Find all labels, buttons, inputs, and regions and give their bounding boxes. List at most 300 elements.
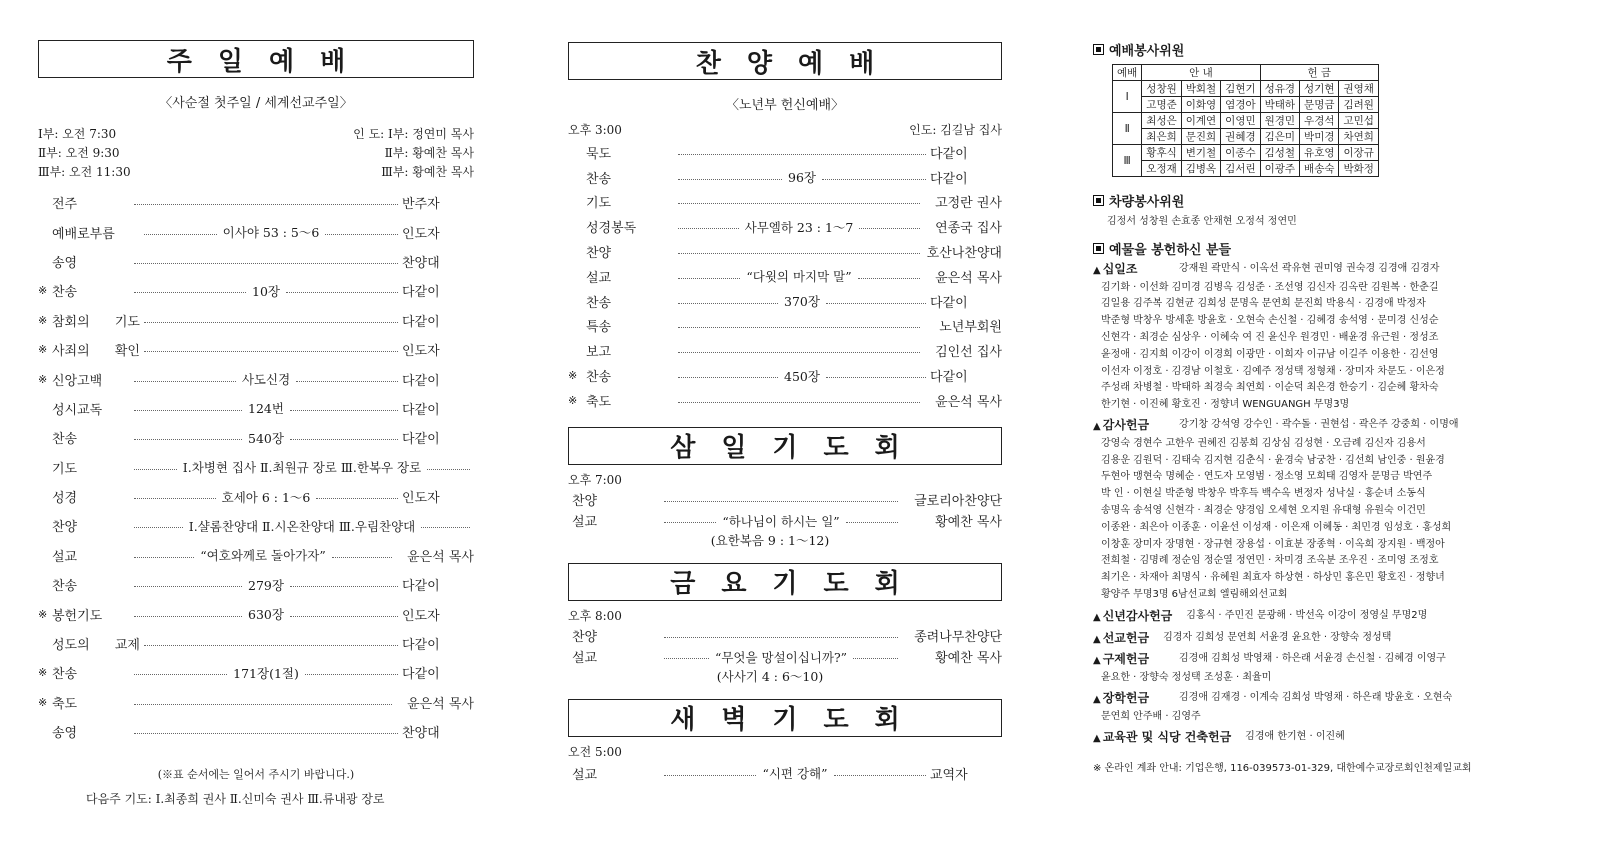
dot-leader — [134, 200, 398, 205]
triangle-bullet-icon: ▲ — [1093, 611, 1101, 623]
praise-detail: 사무엘하 23 : 1～7 — [744, 219, 854, 235]
praise-time-row — [568, 121, 1002, 140]
friday-sermon-title: “무엇을 망설이십니까?” — [714, 649, 848, 665]
sunday-item: 축도 — [52, 696, 78, 712]
thanks-line — [1093, 570, 1543, 587]
dot-leader — [678, 367, 926, 385]
praise-row — [568, 388, 1002, 413]
servant-name: 이화영 — [1181, 97, 1220, 113]
praise-row — [568, 214, 1002, 239]
dot-leader — [134, 370, 398, 388]
dawn-item: 설교 — [572, 767, 598, 783]
servant-name: 고민섭 — [1339, 113, 1378, 129]
sunday-order-list — [38, 188, 474, 746]
sunday-row — [38, 247, 474, 276]
praise-item: 기도 — [586, 196, 612, 212]
tithe-label-text: 십일조 — [1102, 261, 1138, 276]
sunday-detail: 124번 — [248, 401, 284, 417]
newyear-label: 신년감사헌금 — [1102, 608, 1173, 623]
dawn-sermon: “시편 강해” — [762, 766, 828, 782]
sunday-leader: 반주자 — [402, 197, 440, 213]
wednesday-sermon-title: “하나님이 하시는 일” — [722, 513, 840, 529]
thanks-names: 전희철 · 김명례 정순임 정순열 정연민 · 차미경 조옥분 조우진 · 조미영 조정호 — [1101, 555, 1439, 567]
servants-col-guide: 안 내 — [1142, 65, 1260, 81]
stand-mark: ※ — [38, 372, 48, 386]
stand-mark: ※ — [38, 607, 48, 621]
servants-heading — [1093, 40, 1543, 59]
servant-name: 권혜경 — [1221, 129, 1260, 145]
praise-leader: 윤은석 목사 — [935, 394, 1002, 410]
sunday-row — [38, 306, 474, 335]
tithe-names: 강재원 곽만식 · 이옥선 곽유현 권미영 권숙경 김경애 김경자 — [1179, 262, 1440, 274]
sunday-row — [38, 482, 474, 511]
sunday-leader: 인도자 — [402, 491, 440, 507]
thanks-names: 김용운 김원덕 · 김태숙 김지현 김춘식 · 윤경숙 남궁찬 · 김선희 남인중 · 원윤경 — [1101, 454, 1445, 466]
stand-mark: ※ — [568, 369, 578, 383]
servant-name: 최은희 — [1142, 129, 1181, 145]
sunday-row — [38, 335, 474, 364]
stand-mark: ※ — [38, 343, 48, 357]
dot-leader — [134, 700, 392, 705]
sunday-row — [38, 511, 474, 540]
dot-leader — [134, 488, 398, 506]
tithe-names: 윤정애 · 김지희 이강이 이경희 이광만 · 이희자 이규남 이길주 이용한 · 김선영 — [1101, 348, 1439, 360]
square-bullet-icon — [1093, 44, 1104, 55]
praise-detail: “다윗의 마지막 말” — [746, 269, 852, 285]
square-bullet-icon — [1093, 195, 1104, 206]
servants-col-offering: 헌 금 — [1260, 65, 1378, 81]
friday-item-2: 설교 — [572, 651, 598, 667]
sunday-row — [38, 717, 474, 746]
praise-service-title: 찬양예배 — [568, 42, 1002, 80]
dot-leader — [134, 729, 398, 734]
sunday-detail: 사도신경 — [241, 372, 291, 388]
sunday-item: 찬송 — [52, 579, 78, 595]
vehicle-names: 김정서 성창원 손효종 안채현 오정석 정연민 — [1107, 216, 1297, 227]
thanks-line — [1093, 469, 1543, 486]
sunday-item: 신앙고백 — [52, 373, 103, 389]
dot-leader — [144, 223, 398, 241]
servant-name: 이장규 — [1339, 145, 1378, 161]
wednesday-scripture: (요한복음 9 : 1～12) — [710, 532, 830, 548]
praise-order-list — [568, 140, 1002, 413]
dot-leader — [134, 429, 398, 447]
praise-row — [568, 314, 1002, 339]
evening-services-section — [568, 42, 1002, 786]
time-2: Ⅱ부: 오전 9:30 — [38, 146, 120, 160]
thanks-names: 이창훈 장미자 장명현 · 장규현 장용섭 · 이효분 장종혁 · 이옥희 장지원 · 백정아 — [1101, 538, 1445, 550]
sunday-item: 찬양 — [52, 520, 78, 536]
servants-row — [1113, 81, 1379, 97]
wednesday-order — [568, 489, 1002, 549]
triangle-bullet-icon: ▲ — [1093, 732, 1101, 744]
relief-block — [1093, 651, 1543, 687]
servant-name: 배송숙 — [1300, 161, 1339, 177]
thanks-line — [1093, 587, 1543, 604]
thanks-line — [1093, 520, 1543, 537]
praise-detail: 96장 — [788, 170, 816, 186]
dot-leader — [678, 398, 920, 403]
servant-name: 김병옥 — [1181, 161, 1220, 177]
praise-item: 특송 — [586, 320, 612, 336]
dot-leader — [678, 249, 920, 254]
servants-part: Ⅰ — [1113, 81, 1142, 113]
sunday-item: 성시교독 — [52, 402, 103, 418]
thanks-line — [1093, 486, 1543, 503]
praise-row — [568, 190, 1002, 215]
tithe-label — [1093, 261, 1179, 280]
praise-leader: 인도: 김길남 집사 — [909, 123, 1002, 137]
praise-leader: 김인선 집사 — [935, 345, 1002, 361]
thanks-names: 이종완 · 최은아 이종훈 · 이윤선 이성재 · 이은재 이혜동 · 최민경 임성호 · 홍성희 — [1101, 521, 1452, 533]
servant-name: 김서린 — [1221, 161, 1260, 177]
dawn-time: 오전 5:00 — [568, 744, 622, 759]
servants-heading-text: 예배봉사위원 — [1109, 44, 1185, 59]
dawn-title: 새벽기도회 — [568, 699, 1002, 737]
tithe-names: 주성래 차병철 · 박태하 최경숙 최연희 · 이순덕 최은경 한승기 · 김순혜 황차숙 — [1101, 382, 1439, 394]
dot-leader — [134, 399, 398, 417]
wednesday-title: 삼일기도회 — [568, 427, 1002, 465]
praise-leader: 다같이 — [930, 370, 968, 386]
sunday-row — [38, 688, 474, 717]
thanks-names: 황양주 무명3명 6남선교회 엘림해외선교회 — [1101, 588, 1288, 600]
sunday-leader: 인도자 — [402, 226, 440, 242]
servant-name: 황후식 — [1142, 145, 1181, 161]
sunday-leader: 다같이 — [402, 638, 440, 654]
praise-row — [568, 140, 1002, 165]
thanks-line — [1093, 553, 1543, 570]
sunday-item: 찬송 — [52, 432, 78, 448]
praise-time: 오후 3:00 — [568, 123, 622, 137]
newyear-names: 김홍식 · 주민진 문광해 · 박선옥 이강이 정영실 무명2명 — [1186, 609, 1428, 621]
stand-mark: ※ — [38, 284, 48, 298]
dot-leader — [134, 546, 392, 564]
tithe-line — [1093, 330, 1543, 347]
triangle-bullet-icon: ▲ — [1093, 693, 1101, 705]
sunday-leader: 다같이 — [402, 285, 440, 301]
praise-subtitle: 〈노년부 헌신예배〉 — [725, 98, 845, 113]
thanks-names: 최기은 · 차재아 최명식 · 유혜원 최효자 하상현 · 하상민 홍은민 황호진 · 정향녀 — [1101, 572, 1445, 584]
dawn-who: 교역자 — [930, 767, 968, 783]
friday-scripture: (사사기 4 : 6～10) — [716, 668, 824, 684]
servant-name: 이광주 — [1260, 161, 1299, 177]
dawn-order — [568, 761, 1002, 786]
sunday-item: 사죄의 확인 — [52, 344, 140, 360]
thanks-names: 송명옥 송석영 신현각 · 최경순 양경임 오세현 오지원 유대형 유원숙 이건민 — [1101, 504, 1426, 516]
tithe-names: 한기현 · 이진혜 황호진 · 정향녀 WENGUANGH 무명3명 — [1101, 399, 1350, 411]
tithe-names: 김기화 · 이선화 김미경 김병옥 김성준 · 조선영 김신자 김옥란 김원복 · 한춘길 — [1101, 281, 1439, 293]
sunday-detail: “여호와께로 돌아가자” — [200, 548, 326, 564]
servants-row — [1113, 145, 1379, 161]
sunday-item: 예배로부름 — [52, 226, 115, 242]
standing-note: (※표 순서에는 일어서 주시기 바랍니다.) — [157, 768, 355, 782]
volunteers-offerings-section — [1093, 40, 1543, 774]
sunday-leader: 다같이 — [402, 402, 440, 418]
dot-leader — [678, 150, 926, 155]
praise-row — [568, 165, 1002, 190]
stand-mark: ※ — [38, 313, 48, 327]
tithe-line — [1093, 261, 1543, 280]
offerings-heading-text: 예물을 봉헌하신 분들 — [1109, 242, 1232, 258]
scholarship-label-text: 장학헌금 — [1102, 690, 1150, 705]
praise-item: 성경봉독 — [586, 221, 637, 237]
scholarship-line — [1093, 709, 1543, 726]
sunday-leader: 다같이 — [402, 314, 440, 330]
dot-leader — [144, 318, 398, 323]
praise-item: 보고 — [586, 345, 612, 361]
sunday-item: 기도 — [52, 461, 78, 477]
dot-leader — [678, 267, 920, 285]
dot-leader — [134, 576, 398, 594]
dot-leader — [678, 199, 920, 204]
servant-name: 오정재 — [1142, 161, 1181, 177]
time-3: Ⅲ부: 오전 11:30 — [38, 165, 131, 179]
servant-name: 권영채 — [1339, 81, 1378, 97]
thanks-line — [1093, 417, 1543, 436]
friday-who-2: 황예찬 목사 — [935, 651, 1002, 667]
sunday-leader: 윤은석 목사 — [407, 696, 474, 712]
tithe-names: 신현각 · 최경순 심상우 · 이혜숙 여 진 윤신우 원경민 · 배윤경 유근원 · 정성조 — [1101, 331, 1439, 343]
sunday-item: 설교 — [52, 549, 78, 565]
building-label: 교육관 및 식당 건축헌금 — [1102, 729, 1232, 744]
servant-name: 문진희 — [1181, 129, 1220, 145]
sunday-leader: 다같이 — [402, 373, 440, 389]
thanks-line — [1093, 503, 1543, 520]
relief-line — [1093, 651, 1543, 670]
scholarship-label — [1093, 690, 1179, 709]
praise-row — [568, 363, 1002, 388]
online-account-info: ※ 온라인 계좌 안내: 기업은행, 116-039573-01-329, 대한예수교장로회인천제일교회 — [1093, 763, 1472, 775]
stand-mark: ※ — [38, 666, 48, 680]
servant-name: 이영민 — [1221, 113, 1260, 129]
sunday-service-section — [38, 40, 474, 807]
sunday-detail: 171장(1절) — [233, 665, 299, 681]
servants-row — [1113, 129, 1379, 145]
dot-leader — [144, 347, 398, 352]
sunday-item: 성경 — [52, 491, 78, 507]
thanks-label-text: 감사헌금 — [1102, 417, 1150, 432]
scholarship-names: 김경애 김재경 · 이계숙 김희성 박영채 · 하은래 방윤호 · 오현숙 — [1179, 691, 1453, 703]
servants-part: Ⅲ — [1113, 145, 1142, 177]
scholarship-line — [1093, 690, 1543, 709]
scholarship-block — [1093, 690, 1543, 726]
tithe-line — [1093, 380, 1543, 397]
wednesday-item-1: 찬양 — [572, 494, 598, 510]
mission-names: 김경자 김희성 문연희 서윤경 윤요한 · 장향숙 정성택 — [1163, 631, 1392, 643]
servants-table — [1112, 64, 1379, 177]
dot-leader — [678, 323, 920, 328]
praise-item: 설교 — [586, 270, 612, 286]
sunday-subtitle: 〈사순절 첫주일 / 세계선교주일〉 — [159, 96, 353, 111]
praise-leader: 호산나찬양대 — [926, 246, 1002, 262]
praise-leader: 연종국 집사 — [935, 221, 1002, 237]
servant-name: 이계연 — [1181, 113, 1220, 129]
sunday-detail: 630장 — [248, 607, 284, 623]
servant-name: 이종수 — [1221, 145, 1260, 161]
servant-name: 고명준 — [1142, 97, 1181, 113]
sunday-row — [38, 453, 474, 482]
thanks-line — [1093, 436, 1543, 453]
building-names: 김경애 한기현 · 이진혜 — [1245, 730, 1345, 742]
servant-name: 최성은 — [1142, 113, 1181, 129]
praise-leader: 노년부회원 — [939, 320, 1002, 336]
tithe-line — [1093, 313, 1543, 330]
triangle-bullet-icon: ▲ — [1093, 633, 1101, 645]
sunday-leader: 인도자 — [402, 344, 440, 360]
friday-who-1: 종려나무찬양단 — [914, 630, 1002, 646]
wednesday-time: 오후 7:00 — [568, 472, 622, 487]
servant-name: 김은미 — [1260, 129, 1299, 145]
sunday-item: 송영 — [52, 255, 78, 271]
vehicle-heading-text: 차량봉사위원 — [1109, 195, 1185, 210]
thanks-label — [1093, 417, 1179, 436]
servants-row — [1113, 113, 1379, 129]
friday-time: 오후 8:00 — [568, 608, 622, 623]
relief-names: 윤요한 · 장향숙 정성택 조성훈 · 최율미 — [1101, 672, 1272, 684]
praise-item: 찬양 — [586, 246, 612, 262]
friday-item-1: 찬양 — [572, 630, 598, 646]
sunday-leader: 다같이 — [402, 432, 440, 448]
servant-name: 성기현 — [1300, 81, 1339, 97]
praise-row — [568, 338, 1002, 363]
dot-leader — [134, 605, 398, 623]
dot-leader — [678, 292, 926, 310]
sunday-item: 찬송 — [52, 285, 78, 301]
praise-leader: 다같이 — [930, 171, 968, 187]
servant-name: 성유경 — [1260, 81, 1299, 97]
sunday-row — [38, 423, 474, 452]
sunday-item: 봉헌기도 — [52, 608, 103, 624]
tithe-block — [1093, 261, 1543, 414]
sunday-row — [38, 364, 474, 393]
dot-leader — [134, 282, 398, 300]
stand-mark: ※ — [38, 695, 48, 709]
tithe-line — [1093, 296, 1543, 313]
triangle-bullet-icon: ▲ — [1093, 264, 1101, 276]
praise-leader: 윤은석 목사 — [935, 270, 1002, 286]
servant-name: 김현기 — [1221, 81, 1260, 97]
tithe-line — [1093, 397, 1543, 414]
dawn-section — [568, 699, 1002, 786]
tithe-line — [1093, 364, 1543, 381]
thanks-line — [1093, 537, 1543, 554]
wednesday-item-2: 설교 — [572, 515, 598, 531]
sunday-detail: Ⅰ.차병현 집사 Ⅱ.최원규 장로 Ⅲ.한복우 장로 — [182, 460, 422, 476]
sunday-item: 찬송 — [52, 667, 78, 683]
sunday-detail: 540장 — [248, 430, 284, 446]
dot-leader — [134, 517, 470, 535]
servant-name: 염경아 — [1221, 97, 1260, 113]
thanks-names: 강기창 강석영 강수인 · 곽수돌 · 권현섭 · 곽은주 강중희 · 이명애 — [1179, 418, 1459, 430]
dot-leader — [678, 348, 920, 353]
sunday-detail: 10장 — [252, 283, 280, 299]
servant-name: 차연희 — [1339, 129, 1378, 145]
servant-name: 박화정 — [1339, 161, 1378, 177]
friday-title: 금요기도회 — [568, 563, 1002, 601]
wednesday-section — [568, 427, 1002, 549]
sunday-detail: 279장 — [248, 577, 284, 593]
praise-item: 찬송 — [586, 370, 612, 386]
sunday-item: 성도의 교제 — [52, 638, 140, 654]
building-block — [1093, 729, 1543, 748]
friday-order — [568, 625, 1002, 685]
sunday-item: 송영 — [52, 726, 78, 742]
leader-2: Ⅱ부: 황예찬 목사 — [384, 146, 474, 160]
sunday-row — [38, 276, 474, 305]
leader-3: Ⅲ부: 황예찬 목사 — [381, 165, 474, 179]
thanks-line — [1093, 453, 1543, 470]
sunday-detail: Ⅰ.샬롬찬양대 Ⅱ.시온찬양대 Ⅲ.우림찬양대 — [188, 518, 416, 534]
sunday-detail: 이사야 53 : 5～6 — [222, 225, 320, 241]
triangle-bullet-icon: ▲ — [1093, 420, 1101, 432]
servant-name: 김성철 — [1260, 145, 1299, 161]
sunday-row — [38, 629, 474, 658]
sunday-row — [38, 217, 474, 246]
sunday-leader: 찬양대 — [402, 255, 440, 271]
next-week-prayer: 다음주 기도: Ⅰ.최종희 권사 Ⅱ.신미숙 권사 Ⅲ.류내광 장로 — [86, 792, 385, 807]
thanks-names: 두현아 맹현숙 명혜순 · 연도자 모영범 · 정소영 모희태 김영자 문명금 박연주 — [1101, 471, 1433, 483]
friday-section — [568, 563, 1002, 685]
sunday-leader: 다같이 — [402, 579, 440, 595]
servant-name: 우경석 — [1300, 113, 1339, 129]
servant-name: 원경민 — [1260, 113, 1299, 129]
servant-name: 박미경 — [1300, 129, 1339, 145]
dot-leader — [678, 168, 926, 186]
leader-1: 인 도: Ⅰ부: 정연미 목사 — [353, 127, 474, 141]
praise-row — [568, 289, 1002, 314]
sunday-row — [38, 188, 474, 217]
mission-label: 선교헌금 — [1102, 630, 1150, 645]
offerings-heading — [1093, 239, 1543, 258]
praise-row — [568, 264, 1002, 289]
servants-row — [1113, 97, 1379, 113]
praise-item: 찬송 — [586, 295, 612, 311]
sunday-detail: 호세아 6 : 1～6 — [221, 489, 311, 505]
mission-block — [1093, 630, 1543, 649]
relief-label-text: 구제헌금 — [1102, 652, 1150, 667]
servants-part: Ⅱ — [1113, 113, 1142, 145]
sunday-times — [38, 125, 474, 182]
servant-name: 변기철 — [1181, 145, 1220, 161]
praise-item: 묵도 — [586, 146, 612, 162]
praise-item: 축도 — [586, 394, 612, 410]
servant-name: 박태하 — [1260, 97, 1299, 113]
stand-mark: ※ — [568, 393, 578, 407]
praise-row — [568, 239, 1002, 264]
vehicle-heading — [1093, 191, 1543, 210]
sunday-row — [38, 599, 474, 628]
tithe-names: 박준형 박창우 방세훈 방윤호 · 오현숙 손신철 · 김혜경 송석영 · 문미경 신성순 — [1101, 315, 1439, 327]
dot-leader — [134, 259, 398, 264]
servant-name: 유호영 — [1300, 145, 1339, 161]
praise-leader: 다같이 — [930, 295, 968, 311]
scholarship-names: 문연희 안주배 · 김영주 — [1101, 710, 1201, 722]
sunday-service-title: 주일예배 — [38, 40, 474, 78]
dot-leader — [134, 664, 398, 682]
relief-label — [1093, 651, 1179, 670]
praise-detail: 450장 — [784, 368, 820, 384]
thanks-names: 강영숙 경현수 고한우 권혜진 김봉희 김상심 김성현 · 오금례 김신자 김용서 — [1101, 437, 1426, 449]
praise-detail: 370장 — [784, 294, 820, 310]
time-1: Ⅰ부: 오전 7:30 — [38, 127, 117, 141]
tithe-names: 김일용 김주복 김현균 김희성 문명옥 문연희 문진희 박용식 · 김경애 박정자 — [1101, 298, 1426, 310]
sunday-leader: 인도자 — [402, 608, 440, 624]
sunday-row — [38, 570, 474, 599]
dot-leader — [134, 458, 470, 476]
sunday-item: 참회의 기도 — [52, 314, 140, 330]
sunday-leader: 윤은석 목사 — [407, 549, 474, 565]
praise-leader: 고정란 권사 — [935, 196, 1002, 212]
